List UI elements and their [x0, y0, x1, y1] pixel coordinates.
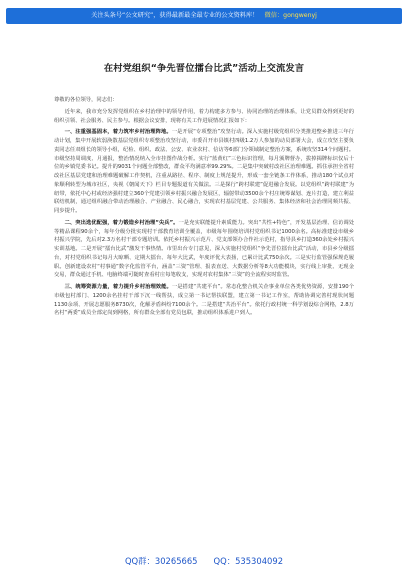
section-heading-3: 三、统筹资源力量，着力提升乡村治理效能。	[64, 284, 172, 290]
section-body-2: 一是充实联能提升素质能力。突出“共性+特色”，开发基层治理、信访调处等精品课程90余个，每年分级分批实现村干部教育培训全覆盖，市级每年围绕培训村党组织书记1000余名。高标准建设市级乡村振兴学院，先后对2.3万名村干部专题培训。依托乡村振兴示范片、党支部领办合作社示范村，指导县乡打造360余处乡村振兴实训基地。二是开展“擂台比武”激发干事热情。市里出台专门意见，深入实施村党组织“争先晋位擂台比武”活动，市县乡分级擂台，对村党组织书记每月大晾晒、定期大擂台、每年大比武，年度评优大表扬，已累计比武750余次。三是实行监管强保规范履职。创新建设农村“村事通”数字化监管平台，涵盖“三资”管理、报表直送、大数据分析等8大功能模块，实行线上审批、无现金交易，群众通过手机、电脑终端可随时查看村庄每笔收支，实现对农村集体“三资”的全流程实时监管。	[54, 219, 355, 279]
contact-footer	[0, 555, 408, 567]
promo-banner-handle: gongwenyj	[283, 12, 317, 19]
section-paragraph-3	[54, 283, 354, 318]
section-paragraph-1	[54, 128, 354, 216]
section-body-1: 一是开展“专项整治”攻坚行动。深入实施村级党组织分类推进整乡推进三年行动计划，集中开展软弱涣散基层党组织专项整治攻坚行动，市委召开市县镇村四级1.2万人参加的动员部署大会，成立攻坚主要负责同志任双组长的领导小组，纪检、组织、政法、公安、农业农村、信访等6部门分领域制定整治方案，系统攻坚314个问题村。市级坚持周调度、月通报，整治情况纳入全市挂图作战分析。实行“蓝黄红”三色标识管理，每月颁牌督办，拔掉揭牌标识仅后十位的乡镇党委书记。提升的9031个问题全部整改，群众平均满意率99.29%。二是集中突破村改社区治理难题。抓住承担全省村改社区基层党建和治理难题破解工作契机，注重从路径、程序、制度上规范提升，形成一套全链条工作体系，推动180个试点对象顺利转型为城市社区，央视《朝闻天下》栏目专题报道有关做法。三是探行“跨村联建”促进融合发展。以党组织“跨村联建”为纽带，依托中心村或经济强村建立360个党建引领乡村振兴融合发展区，辐射带动3500余个村庄统筹谋划、连片打造，建立利益联结机制，通过组织融合带动治理融合、产业融合、民心融合，实现农村基层党建、公共服务、集体经济和社会治理同频共振、同步提升。	[54, 129, 354, 214]
intro-paragraph: 近年来，我市充分发挥党组织在乡村治理中的领导作用，着力构建多方参与、协同治理的治理体系，让党员群众得到更好的组织引领、社会服务、民主参与。根据会议安排，现将有关工作进展情况汇报如下：	[54, 108, 354, 124]
qq-contact: QQ：535304092	[213, 556, 284, 566]
promo-banner-text: 关注头条号“公文研究”，获得最新最全最专业的公文资料库！	[91, 12, 259, 19]
document-body	[54, 60, 354, 318]
qq-group-contact: QQ群：30265665	[124, 556, 198, 566]
document-title: 在村党组织“争先晋位擂台比武”活动上交流发言	[103, 63, 305, 74]
section-paragraph-2	[54, 219, 354, 280]
salutation: 尊敬的各位领导，同志们：	[54, 97, 118, 103]
section-heading-1: 一、注重强基固本，着力筑牢乡村治理阵地。	[64, 129, 172, 136]
promo-banner	[6, 8, 402, 24]
section-heading-2: 二、突出选优配强，着力锻造乡村治理“尖兵”。	[64, 219, 179, 226]
promo-banner-handle-label: 微信：	[264, 12, 284, 19]
section-body-3: 一是搭建“共建平台”。常态化整合机关企事业单位各类优势资源，安排190个市级包村部门、1200余名挂村干部下沉一线帮扶，成立第一书记帮扶联盟，建立第一书记工作室，帮助协调完善村现状问题1130余项、开展志愿服务8730次，化解矛盾纠纷7100余个。二是搭建“共治平台”。依托行政村统一科学划设综合网格，2.8万名村“两委”成员全部定岗到网格，所有群众全部有党员包联，推动组织体系进户到人。	[54, 284, 354, 317]
